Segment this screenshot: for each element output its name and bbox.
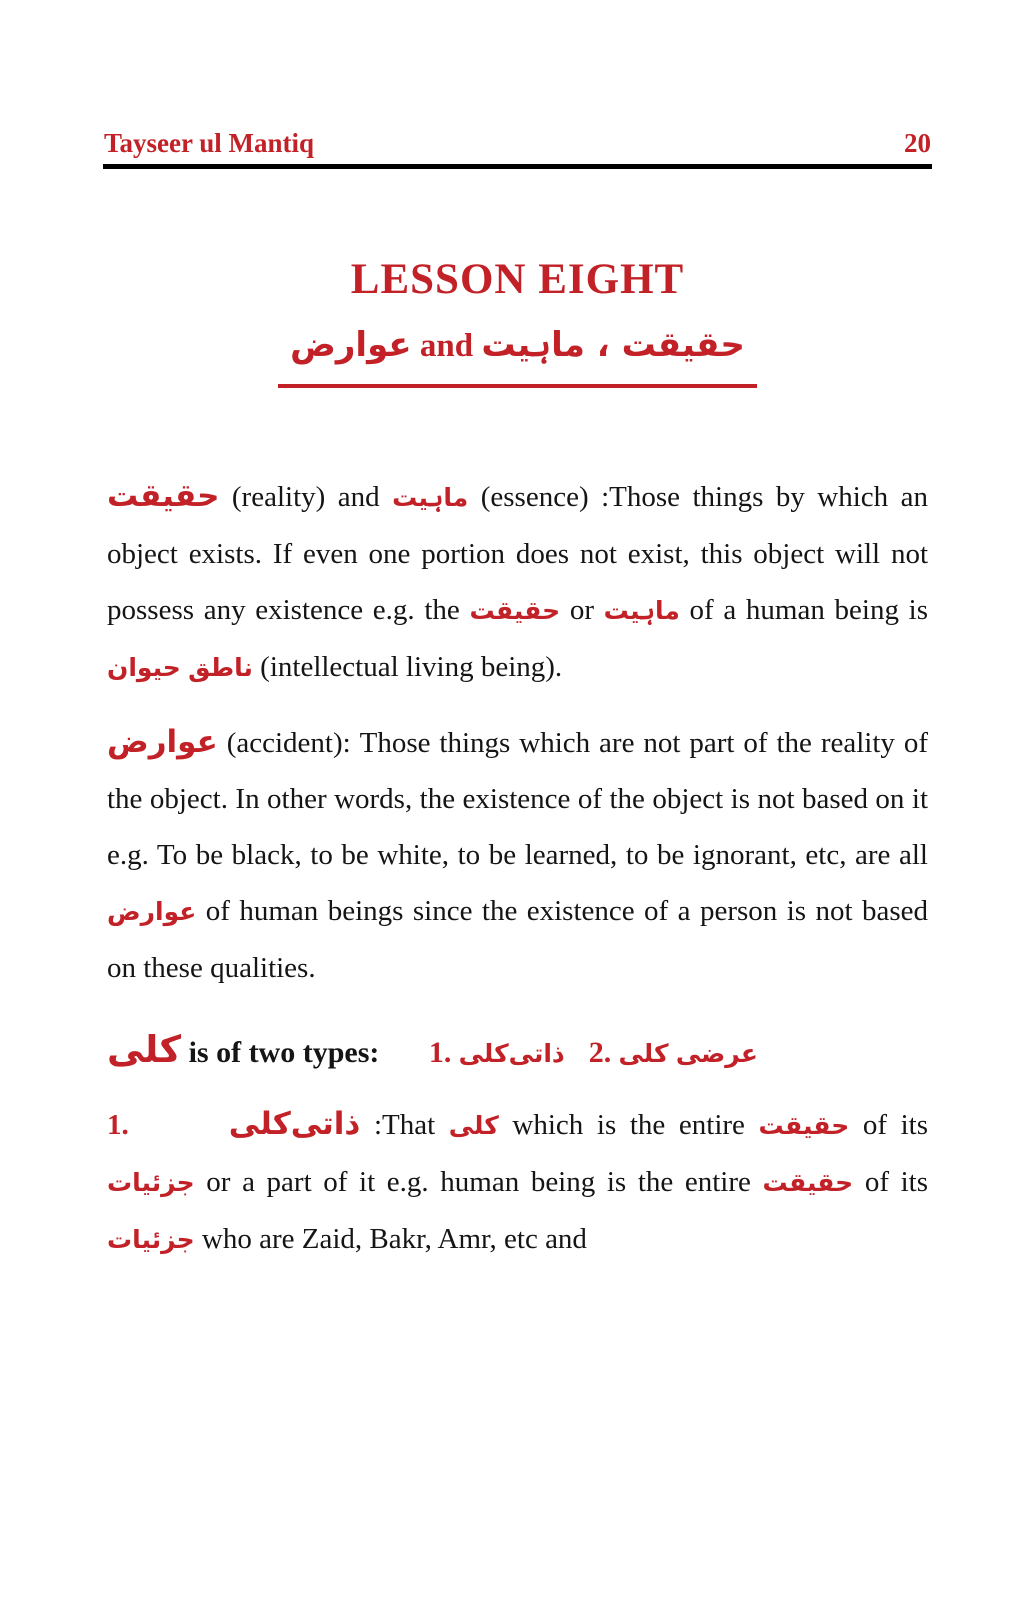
urdu-word: حقیقت — [621, 325, 745, 365]
text-run: (reality) and — [219, 480, 393, 513]
urdu-word: کلی — [458, 1038, 509, 1068]
text-run: :That — [360, 1108, 449, 1141]
lesson-subtitle — [278, 322, 757, 388]
text-run — [611, 1037, 618, 1069]
text-run — [451, 1037, 458, 1069]
text-run: (accident): Those things which are not part of the reality of the object. In other words, the existence of the object is not based on it e.g. To be black, to be white, to be learned, to be ignorant, etc, are all — [107, 726, 928, 871]
urdu-word: ذاتی — [290, 1105, 361, 1142]
spacer — [387, 1061, 429, 1062]
text-run: (essence) :Those things by which an object exists. If even one portion does not exist, this object will not possess any existence e.g. the — [107, 480, 928, 626]
urdu-word: کلی — [618, 1038, 669, 1068]
kulli-zaati-item — [107, 1096, 928, 1268]
lesson-subtitle-wrap — [0, 322, 1035, 388]
urdu-word: جزئیات — [107, 1224, 195, 1254]
urdu-word: جزئیات — [107, 1167, 195, 1197]
urdu-word: عوارض — [107, 896, 197, 926]
text-run: 2. — [588, 1035, 612, 1069]
paragraph-reality-essence — [107, 468, 928, 696]
urdu-word: ماہیت — [603, 595, 680, 625]
text-run: and — [411, 328, 482, 364]
text-run: or — [560, 593, 604, 626]
header-rule — [103, 164, 932, 169]
urdu-word: حقیقت — [107, 477, 220, 514]
text-run: which is the entire — [498, 1108, 759, 1141]
text-run: of human beings since the existence of a person is not based on these qualities. — [107, 894, 928, 984]
urdu-word: ماہیت — [392, 482, 469, 512]
text-run — [669, 1037, 676, 1069]
urdu-word: عرضی — [675, 1038, 758, 1068]
urdu-word: حقیقت — [758, 1110, 850, 1140]
text-run: of a human being is — [679, 593, 928, 626]
urdu-word: حقیقت — [762, 1167, 854, 1197]
text-run: of its — [853, 1165, 928, 1198]
book-title: Tayseer ul Mantiq — [104, 128, 315, 158]
urdu-word: حیوان — [107, 652, 181, 682]
lesson-title: LESSON EIGHT — [350, 256, 685, 303]
text-run: 1. — [428, 1035, 452, 1069]
text-run: 1. — [107, 1108, 129, 1141]
spacer — [129, 1133, 229, 1134]
text-run — [181, 651, 188, 683]
page-content — [107, 468, 928, 1268]
urdu-word: کلی — [107, 1027, 182, 1071]
paragraph-accident — [107, 714, 928, 996]
urdu-word: کلی — [228, 1105, 291, 1142]
urdu-word: حقیقت — [469, 595, 561, 625]
urdu-word: کلی — [448, 1110, 499, 1140]
page-header — [104, 128, 931, 159]
text-run: of its — [849, 1108, 928, 1141]
urdu-word: ناطق — [188, 652, 253, 682]
text-run: (intellectual living being). — [252, 650, 563, 683]
page-number: 20 — [904, 128, 931, 158]
urdu-word: ذاتی — [508, 1038, 565, 1068]
urdu-word: عوارض — [290, 325, 412, 365]
spacer — [565, 1061, 589, 1062]
kulli-types-line — [107, 1022, 928, 1082]
urdu-word: عوارض — [107, 723, 218, 760]
text-run: who are Zaid, Bakr, Amr, etc and — [194, 1222, 587, 1255]
text-run: is of two types: — [181, 1035, 387, 1069]
urdu-word: ماہیت — [481, 325, 585, 365]
text-run: or a part of it e.g. human being is the entire — [194, 1165, 763, 1198]
urdu-word: ، — [584, 325, 622, 365]
